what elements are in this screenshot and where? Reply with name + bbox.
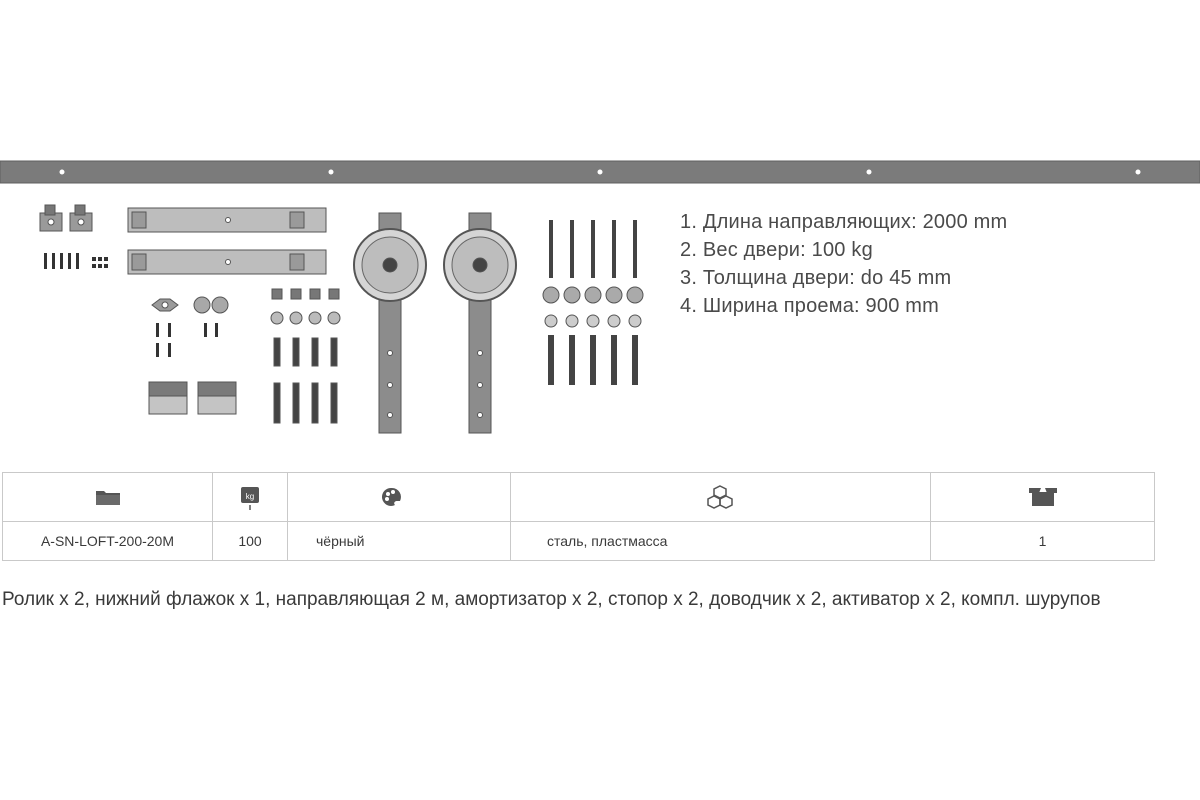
weight-value: 100 — [213, 522, 288, 561]
article-value: A-SN-LOFT-200-20M — [3, 522, 213, 561]
screws-icon — [44, 253, 108, 269]
color-palette-icon — [380, 485, 404, 509]
folder-icon — [94, 487, 122, 507]
weight-header — [213, 473, 288, 522]
product-table — [2, 472, 1155, 561]
hardware-kit-illustration — [0, 195, 660, 440]
bolts-icon — [271, 289, 340, 423]
color-value: чёрный — [288, 522, 511, 561]
damper-icon — [128, 208, 326, 274]
color-header — [288, 473, 511, 522]
package-box-icon — [1028, 486, 1058, 508]
floor-guide-icon — [152, 297, 228, 313]
quantity-header — [931, 473, 1155, 522]
spec-door-weight: 2. Вес двери: 100 kg — [680, 239, 873, 261]
stopper-bracket-icon — [40, 205, 92, 231]
article-header — [3, 473, 213, 522]
stop-block-icon — [149, 382, 236, 414]
rail-illustration — [0, 160, 1200, 184]
bolts-icon — [549, 220, 637, 278]
spec-opening-width: 4. Ширина проема: 900 mm — [680, 295, 939, 317]
roller-icon — [444, 213, 516, 433]
quantity-value: 1 — [931, 522, 1155, 561]
weight-icon-label: kg — [245, 492, 255, 501]
table-row — [3, 522, 1155, 561]
material-header — [511, 473, 931, 522]
table-header-row — [3, 473, 1155, 522]
material-value: сталь, пластмасса — [511, 522, 931, 561]
specs-list — [680, 208, 1007, 320]
roller-icon — [354, 213, 426, 433]
spec-rail-length: 1. Длина направляющих: 2000 mm — [680, 211, 1008, 233]
spec-door-thickness: 3. Толщина двери: do 45 mm — [680, 267, 952, 289]
kit-description: Ролик x 2, нижний флажок x 1, направляющая 2 м, амортизатор x 2, стопор x 2, доводчик x 2, активатор x 2, компл. шурупов — [2, 589, 1101, 610]
material-cubes-icon — [706, 484, 734, 510]
weight-kg-icon — [239, 483, 261, 511]
